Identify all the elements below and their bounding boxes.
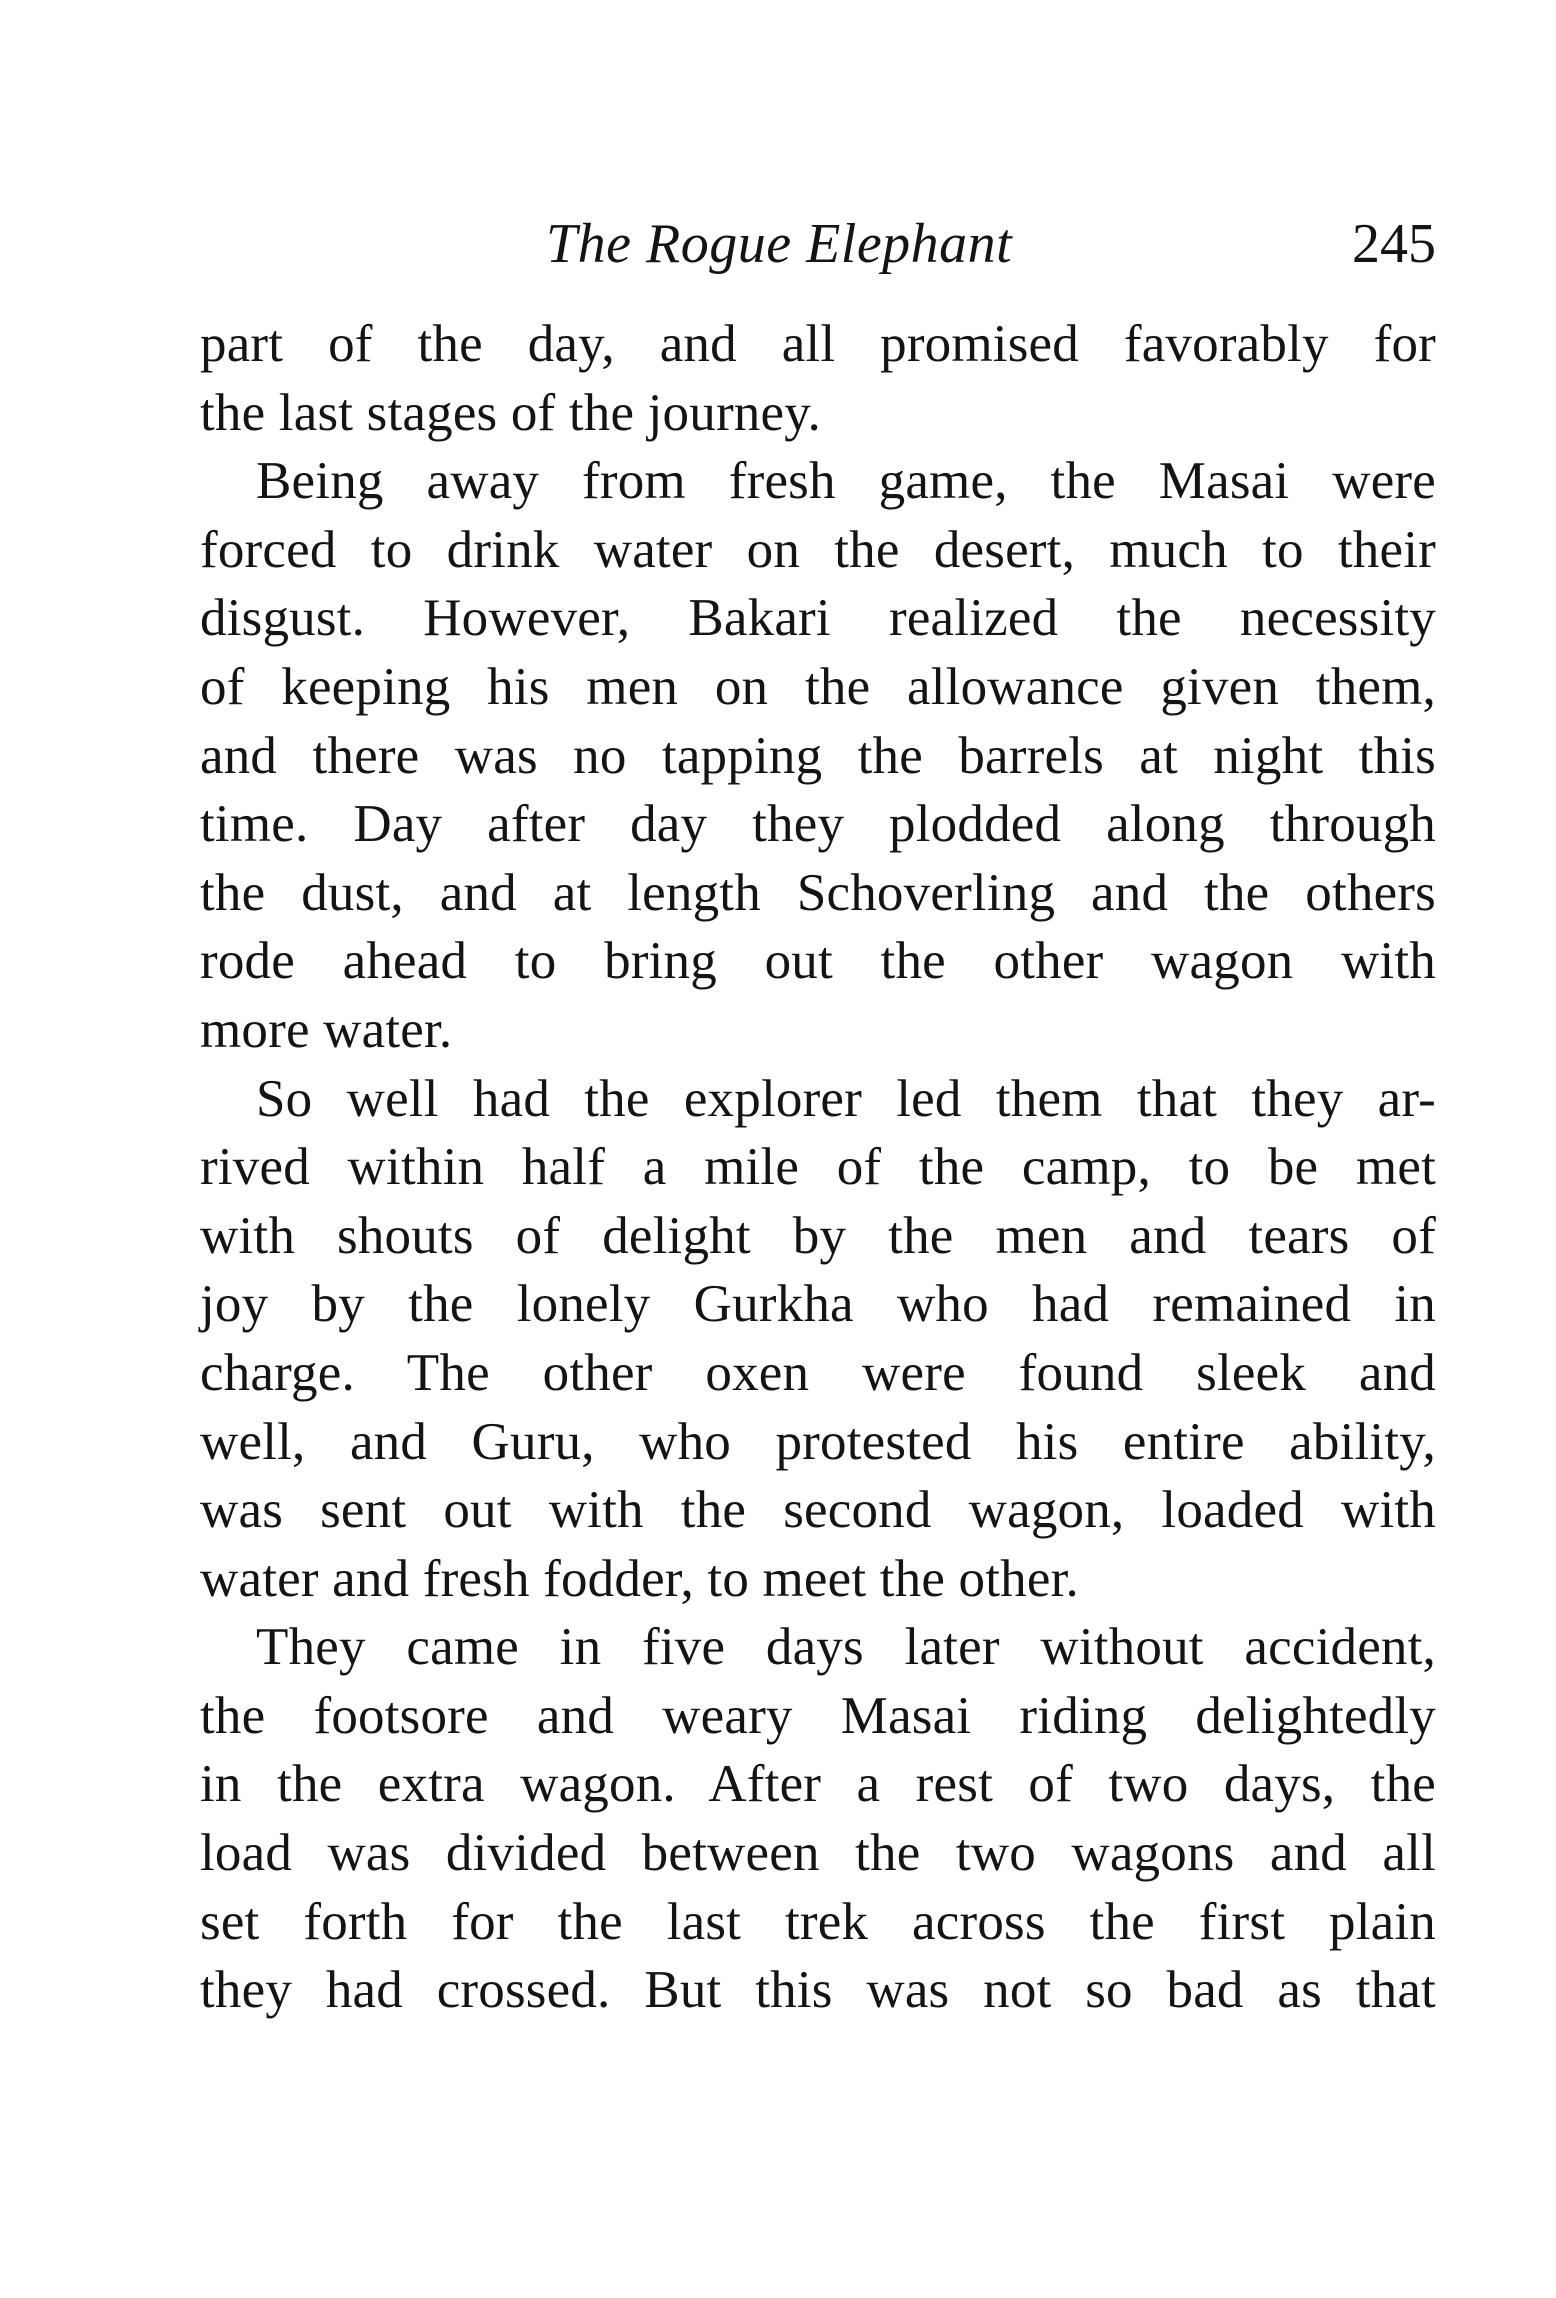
text-line: was sent out with the second wagon, loaded with [200,1481,1436,1540]
text-line: charge. The other oxen were found sleek and [200,1343,1436,1402]
text-line: the footsore and weary Masai riding delightedly [200,1686,1436,1745]
text-line: the last stages of the journey. [200,383,821,442]
text-line: part of the day, and all promised favorably for [200,315,1436,373]
page-number: 245 [1352,213,1436,275]
running-head-title: The Rogue Elephant [546,213,1013,275]
text-line: forced to drink water on the desert, much to their [200,520,1436,579]
text-line: So well had the explorer led them that they ar- [256,1069,1436,1128]
text-line: rived within half a mile of the camp, to be met [200,1138,1436,1197]
text-line: disgust. However, Bakari realized the necessity [200,589,1436,648]
text-line: and there was no tapping the barrels at night this [200,726,1436,785]
text-line: the dust, and at length Schoverling and the others [200,863,1436,922]
text-line: of keeping his men on the allowance given them, [200,657,1436,716]
text-line: more water. [200,1000,453,1059]
text-line: with shouts of delight by the men and tears of [200,1206,1436,1265]
text-line: in the extra wagon. After a rest of two days, the [200,1755,1436,1814]
running-head [200,204,1436,284]
body-text [200,310,1436,2025]
text-line: well, and Guru, who protested his entire ability, [200,1412,1436,1471]
text-line: Being away from fresh game, the Masai were [256,452,1436,511]
text-line: time. Day after day they plodded along through [200,795,1436,854]
text-line: load was divided between the two wagons and all [200,1824,1436,1883]
text-line: set forth for the last trek across the first plain [200,1892,1436,1951]
text-line: water and fresh fodder, to meet the other. [200,1549,1079,1608]
text-line: joy by the lonely Gurkha who had remained in [200,1275,1436,1334]
text-line: rode ahead to bring out the other wagon with [200,932,1436,991]
text-line: They came in five days later without accident, [256,1618,1436,1677]
text-line: they had crossed. But this was not so bad as that [200,1961,1436,2020]
